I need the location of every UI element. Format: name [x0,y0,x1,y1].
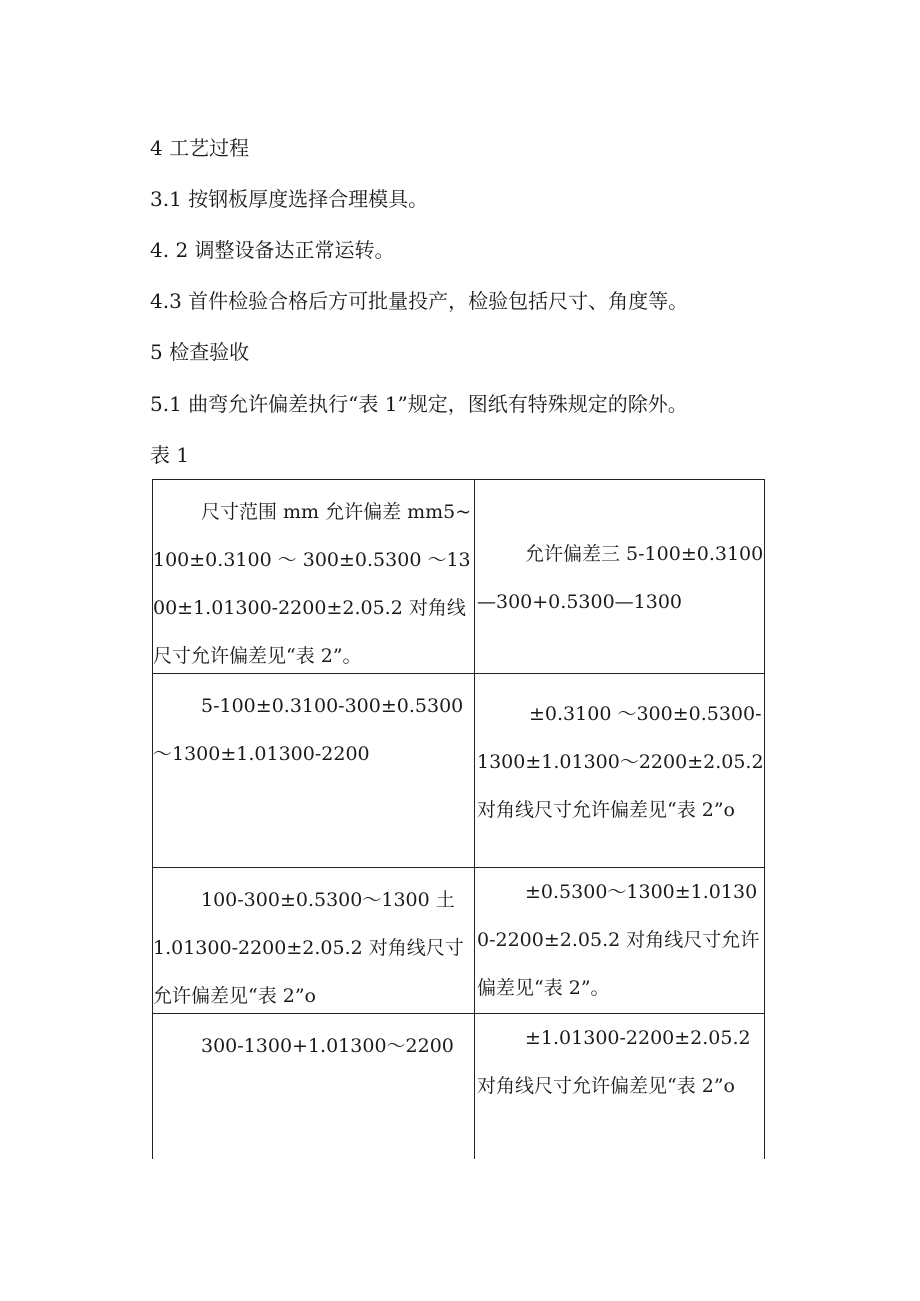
table-cell-tolerance: ±0.3100 ～300±0.5300-1300±1.01300～2200±2.05.2 对角线尺寸允许偏差见“表 2”o [475,674,765,867]
table-cell-range: 100-300±0.5300～1300 土1.01300-2200±2.05.2 对角线尺寸允许偏差见“表 2”o [153,868,475,1013]
tolerance-table [152,479,765,1159]
paragraph-4-2: 4. 2 调整设备达正常运转。 [150,238,395,262]
table-row [153,480,765,674]
section-4-heading: 4 工艺过程 [150,136,250,160]
paragraph-4-3: 4.3 首件检验合格后方可批量投产，检验包括尺寸、角度等。 [150,289,689,313]
table-cell-range: 尺寸范围 mm 允许偏差 mm5~100±0.3100 ～ 300±0.5300 ～1300±1.01300-2200±2.05.2 对角线尺寸允许偏差见“表 2”。 [153,480,475,673]
table-cell-range: 300-1300+1.01300～2200 [153,1014,475,1159]
paragraph-3-1: 3.1 按钢板厚度选择合理模具。 [150,187,429,211]
table-row [153,1014,765,1159]
paragraph-5-1: 5.1 曲弯允许偏差执行“表 1”规定，图纸有特殊规定的除外。 [150,392,688,416]
table-cell-range: 5-100±0.3100-300±0.5300～1300±1.01300-2200 [153,674,475,867]
table-cell-tolerance: ±0.5300～1300±1.01300-2200±2.05.2 对角线尺寸允许偏差见“表 2”。 [475,868,765,1013]
table-row [153,674,765,868]
section-5-heading: 5 检查验收 [150,340,250,364]
table-cell-tolerance: 允许偏差三 5-100±0.3100—300+0.5300—1300 [475,480,765,673]
table-cell-tolerance: ±1.01300-2200±2.05.2 对角线尺寸允许偏差见“表 2”o [475,1014,765,1159]
table-row [153,868,765,1014]
table-caption: 表 1 [150,443,190,467]
